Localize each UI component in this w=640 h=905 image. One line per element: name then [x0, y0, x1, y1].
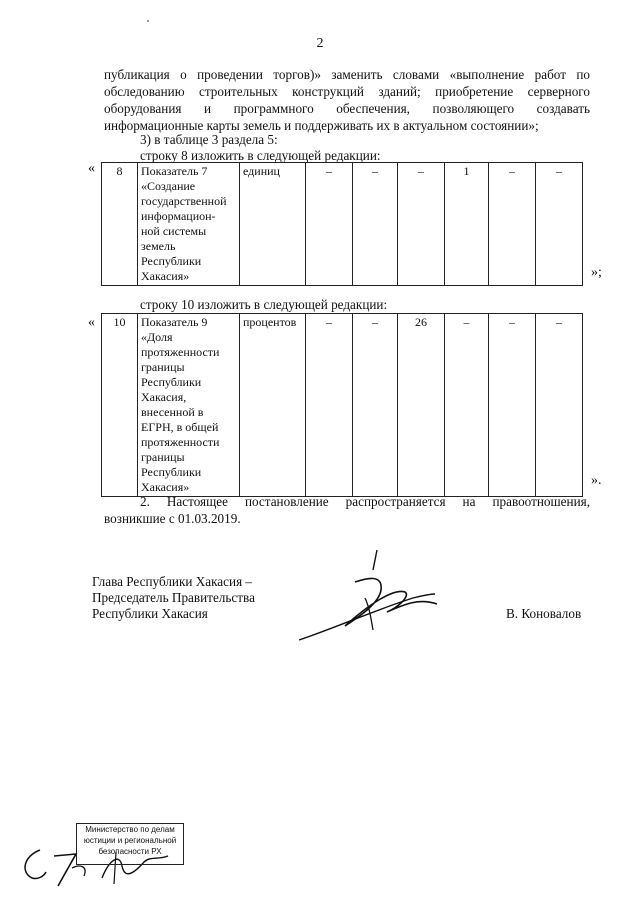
value-cell: – — [445, 314, 489, 497]
indicator-line: «Доля — [141, 330, 173, 344]
indicator-line: протяженности — [141, 345, 220, 359]
row-10-close-quote: ». — [591, 473, 602, 488]
value-cell: 26 — [398, 314, 445, 497]
indicator-cell — [138, 163, 240, 286]
text-line: возникшие с 01.03.2019. — [104, 511, 241, 526]
stamp-line: Министерство по делам — [85, 825, 175, 834]
value-cell: – — [536, 163, 583, 286]
unit-cell: единиц — [240, 163, 306, 286]
text-line: публикация о проведении торгов)» заменить словами «выполнение работ по — [104, 67, 590, 82]
signatory-name: В. Коновалов — [506, 606, 582, 621]
value-cell: – — [306, 314, 353, 497]
row-number: 8 — [102, 163, 138, 286]
value-cell: – — [489, 163, 536, 286]
row-8-open-quote: « — [88, 161, 95, 176]
indicator-line: протяженности — [141, 435, 220, 449]
row-8-close-quote: »; — [591, 265, 602, 280]
row-8-intro: строку 8 изложить в следующей редакции: — [140, 148, 381, 163]
indicator-line: границы — [141, 360, 185, 374]
value-cell: – — [353, 314, 398, 497]
indicator-line: Республики — [141, 254, 202, 268]
indicator-line: Показатель 7 — [141, 164, 208, 178]
indicator-line: ЕГРН, в общей — [141, 420, 219, 434]
indicator-line: Хакасия» — [141, 269, 190, 283]
indicator-line: внесенной в — [141, 405, 204, 419]
stamp-line: юстиции и региональной — [83, 836, 177, 845]
indicator-line: государственной — [141, 194, 227, 208]
ministry-stamp — [76, 823, 184, 865]
row-number: 10 — [102, 314, 138, 497]
value-cell: – — [353, 163, 398, 286]
indicator-line: Хакасия, — [141, 390, 187, 404]
text-line: информационные карты земель и поддерживать их в актуальном состоянии»; — [104, 118, 539, 133]
handwritten-signature — [295, 548, 445, 648]
table-row — [102, 314, 583, 497]
stamp-line: безопасности РХ — [98, 847, 162, 856]
indicator-line: «Создание — [141, 179, 196, 193]
value-cell: – — [536, 314, 583, 497]
indicator-line: земель — [141, 239, 176, 253]
row-10-intro: строку 10 изложить в следующей редакции: — [140, 297, 388, 312]
signatory-title — [92, 574, 255, 622]
text-line: 2. Настоящее постановление распространяется на правоотношения, — [140, 494, 590, 509]
indicator-line: границы — [141, 450, 185, 464]
signatory-title-line: Республики Хакасия — [92, 606, 208, 621]
item-3-heading: 3) в таблице 3 раздела 5: — [140, 132, 278, 147]
indicator-line: Показатель 9 — [141, 315, 208, 329]
row-10-open-quote: « — [88, 315, 95, 330]
unit-cell: процентов — [240, 314, 306, 497]
text-line: обследованию строительных конструкций зданий; приобретение серверного — [104, 84, 590, 99]
value-cell: 1 — [445, 163, 489, 286]
indicator-line: ной системы — [141, 224, 207, 238]
scan-speck — [147, 20, 149, 22]
signatory-title-line: Председатель Правительства — [92, 590, 255, 605]
text-line: оборудования и программного обеспечения, позволяющего создавать — [104, 101, 590, 116]
row-8-table — [101, 162, 583, 286]
value-cell: – — [306, 163, 353, 286]
value-cell: – — [398, 163, 445, 286]
table-row — [102, 163, 583, 286]
row-10-table — [101, 313, 583, 497]
signatory-title-line: Глава Республики Хакасия – — [92, 574, 253, 589]
indicator-line: информацион- — [141, 209, 216, 223]
page-number: 2 — [316, 36, 324, 51]
indicator-line: Хакасия» — [141, 480, 190, 494]
value-cell: – — [489, 314, 536, 497]
indicator-line: Республики — [141, 375, 202, 389]
indicator-cell — [138, 314, 240, 497]
indicator-line: Республики — [141, 465, 202, 479]
